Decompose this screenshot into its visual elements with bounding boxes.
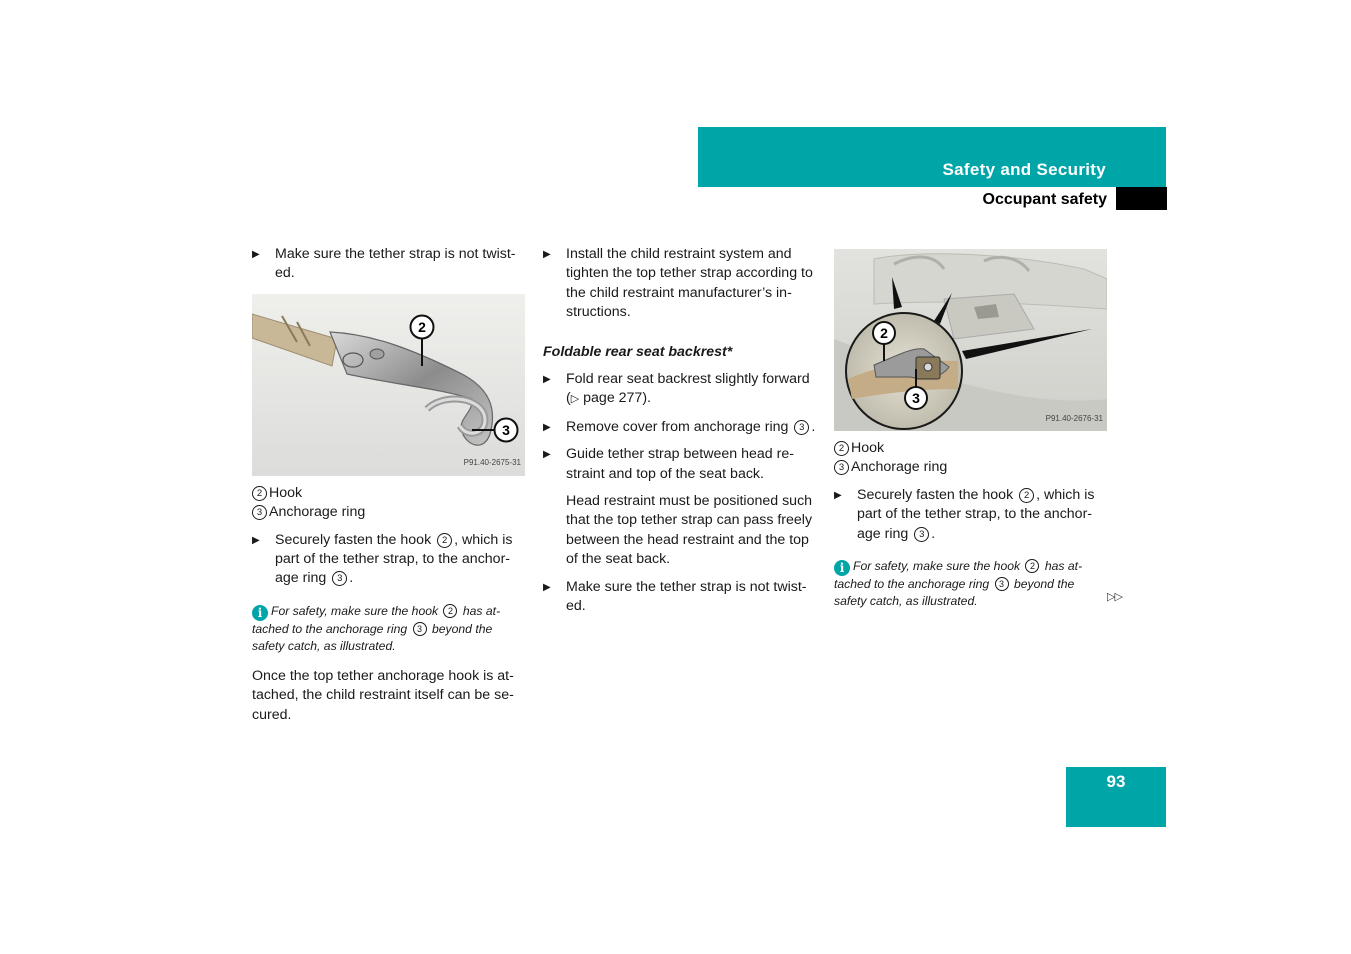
note-text: has at-tached to the anchorage ring <box>834 559 1083 592</box>
legend-label: Anchorage ring <box>269 504 366 521</box>
bullet-triangle-icon: ▶ <box>543 581 551 593</box>
note-text: For safety, make sure the hook <box>271 603 442 618</box>
hook-illustration <box>252 294 525 476</box>
step-text: Install the child restraint system and tighten the top tether strap according to the child restraint manufacturer’s in-structions. <box>566 246 813 321</box>
step-text: Make sure the tether strap is not twist-ed. <box>566 578 807 615</box>
legend <box>252 484 527 523</box>
inline-number: 3 <box>332 571 347 586</box>
step-text: Make sure the tether strap is not twist-ed. <box>275 246 516 282</box>
step-install-restraint <box>543 245 819 323</box>
bullet-triangle-icon: ▶ <box>252 534 260 546</box>
figure-hook-closeup <box>252 294 525 476</box>
column-right <box>834 245 1109 622</box>
callout-ring: 3 <box>912 390 920 406</box>
callout-hook: 2 <box>880 325 888 341</box>
step-check-strap-again <box>543 578 819 617</box>
step-text: . <box>931 525 936 542</box>
inline-number: 2 <box>1025 559 1039 573</box>
step-text: , which is part of the tether strap, to the anchor-age ring <box>275 531 513 587</box>
info-icon: i <box>834 560 850 576</box>
step-text: Securely fasten the hook <box>275 531 436 548</box>
legend <box>834 439 1109 478</box>
figure-anchorage-seat <box>834 249 1107 431</box>
step-text: Securely fasten the hook <box>857 486 1018 503</box>
callout-hook: 2 <box>418 318 426 335</box>
step-text: , which is part of the tether strap, to the anchor-age ring <box>857 486 1095 542</box>
step-fasten-hook <box>252 531 527 589</box>
inline-number: 2 <box>437 533 452 548</box>
legend-label: Anchorage ring <box>851 459 948 476</box>
step-text: Fold rear seat backrest slightly forward ( <box>566 371 810 407</box>
step-fasten-hook <box>834 486 1109 544</box>
info-icon: i <box>252 605 268 621</box>
step-fold-backrest <box>543 370 819 410</box>
page-number-box <box>1066 767 1166 827</box>
legend-number: 3 <box>834 460 849 475</box>
legend-row-hook <box>834 439 1109 458</box>
bullet-triangle-icon: ▶ <box>252 249 260 260</box>
legend-number: 3 <box>252 505 267 520</box>
bullet-triangle-icon: ▶ <box>543 421 551 433</box>
page-number: 93 <box>1106 772 1126 791</box>
step-text: . <box>349 570 354 587</box>
column-left <box>252 245 527 733</box>
legend-number: 2 <box>252 486 267 501</box>
step-check-strap <box>252 245 527 284</box>
subsection-title: Occupant safety <box>982 191 1107 208</box>
legend-label: Hook <box>851 440 885 456</box>
note-text: beyond the safety catch, as illustrated. <box>834 577 1075 609</box>
info-note <box>834 558 1109 610</box>
continued-arrow-icon: ▷▷ <box>1107 591 1122 603</box>
column-middle <box>543 245 819 625</box>
header-band <box>698 127 1166 187</box>
step-text: . <box>811 418 816 435</box>
page-ref-arrow-icon: ▷ <box>570 393 580 406</box>
page-reference-link[interactable]: page 277). <box>579 390 651 407</box>
inline-number: 3 <box>995 577 1009 591</box>
subheading-foldable-backrest: Foldable rear seat backrest* <box>543 343 733 360</box>
step-remove-cover <box>543 418 819 437</box>
inline-number: 2 <box>443 604 457 618</box>
legend-label: Hook <box>269 484 303 501</box>
note-text: has at-tached to the anchorage ring <box>252 603 501 636</box>
bullet-triangle-icon: ▶ <box>543 374 551 386</box>
section-title: Safety and Security <box>942 160 1106 179</box>
legend-row-ring <box>834 458 1109 477</box>
subsection-tab <box>1116 187 1167 210</box>
legend-row-ring <box>252 503 527 522</box>
step-guide-strap-note: Head restraint must be positioned such that the top tether strap can pass freely between the head restraint and the top of the seat back. <box>566 493 813 568</box>
step-text: Remove cover from anchorage ring <box>566 418 793 435</box>
legend-number: 2 <box>834 441 849 456</box>
figure-code: P91.40-2676-31 <box>1045 413 1103 423</box>
info-note <box>252 603 527 655</box>
bullet-triangle-icon: ▶ <box>834 489 842 501</box>
inline-number: 3 <box>413 622 427 636</box>
step-guide-strap <box>543 445 819 484</box>
callout-ring: 3 <box>502 421 510 438</box>
seat-anchorage-illustration <box>834 249 1107 431</box>
inline-number: 3 <box>794 420 809 435</box>
inline-number: 3 <box>914 527 929 542</box>
inline-number: 2 <box>1019 488 1034 503</box>
bullet-triangle-icon: ▶ <box>543 449 551 461</box>
note-text: For safety, make sure the hook <box>853 559 1024 574</box>
figure-code: P91.40-2675-31 <box>463 458 521 468</box>
step-text: Guide tether strap between head re-straint and top of the seat back. <box>566 446 794 482</box>
bullet-triangle-icon: ▶ <box>543 249 551 260</box>
legend-row-hook <box>252 484 527 503</box>
note-text: beyond the safety catch, as illustrated. <box>252 621 493 653</box>
closing-paragraph: Once the top tether anchorage hook is at-tached, the child restraint itself can be se-cured. <box>252 667 514 723</box>
